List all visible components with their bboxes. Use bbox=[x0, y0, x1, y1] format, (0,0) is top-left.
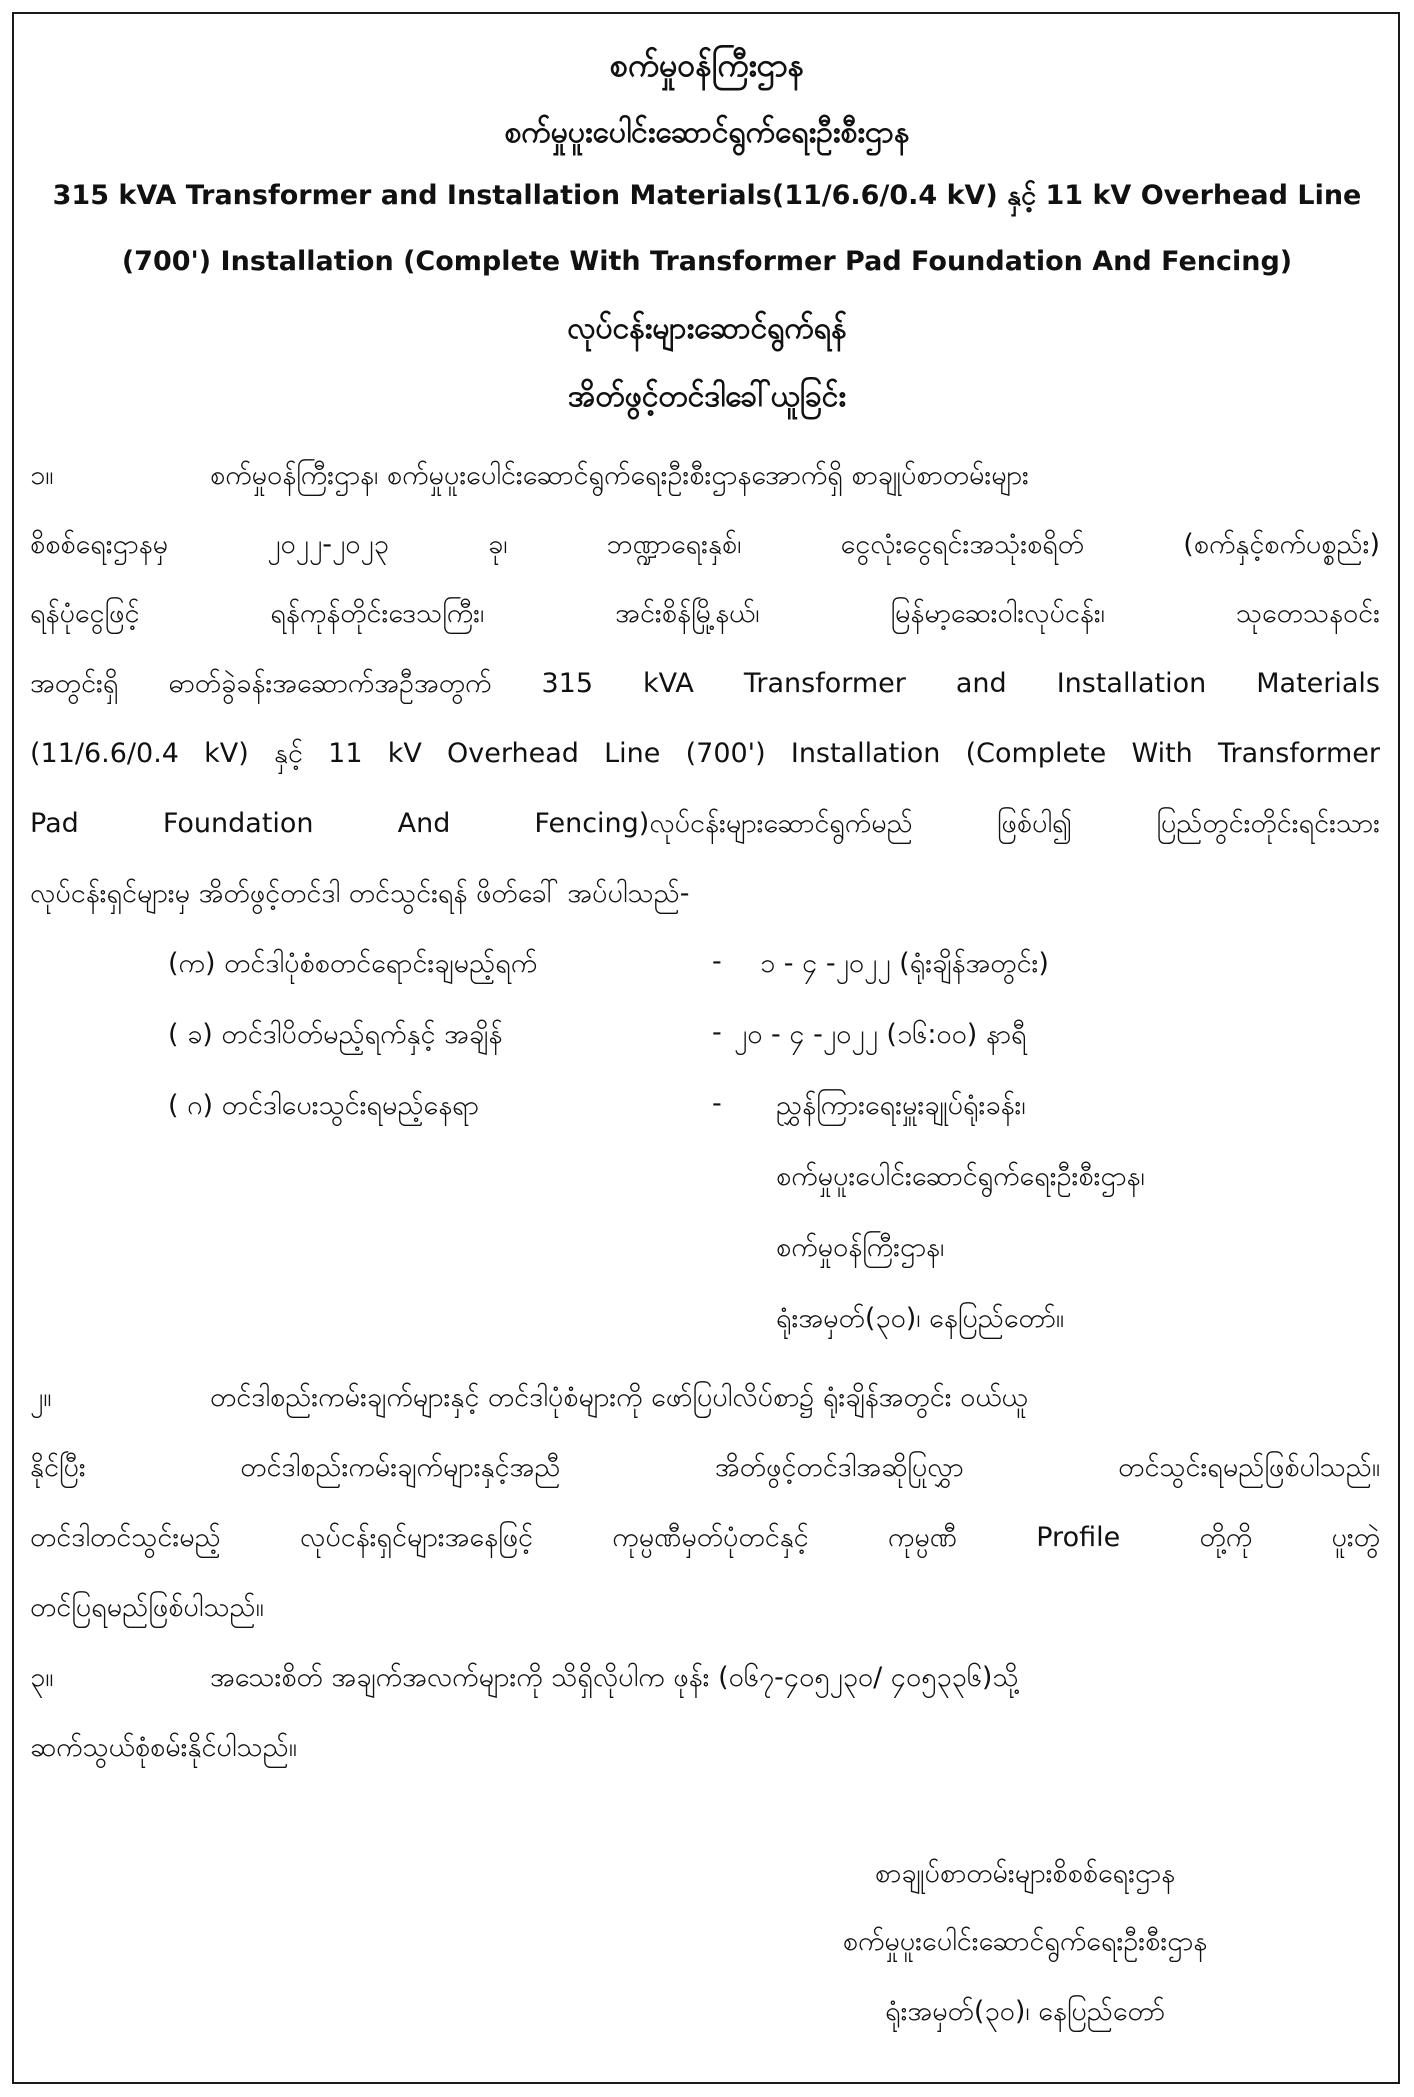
item-closing-dash: - bbox=[712, 1017, 722, 1048]
paragraph-2-line-4: တင်ပြရမည်ဖြစ်ပါသည်။ bbox=[30, 1592, 264, 1623]
paragraph-3-line-1 bbox=[30, 1660, 1380, 1700]
item-submission-value: ညွှန်ကြားရေးမှူးချုပ်ရုံးခန်း၊ bbox=[776, 1090, 1026, 1121]
address-line-2: စက်မှုဝန်ကြီးဌာန၊ bbox=[776, 1232, 945, 1263]
item-submission-dash: - bbox=[712, 1088, 722, 1119]
paragraph-3-text-1: အသေးစိတ် အချက်အလက်များကို သိရှိလိုပါက ဖုန်း (၀၆၇-၄၀၅၂၃၀/ ၄၀၅၃၃၆)သို့ bbox=[210, 1662, 1019, 1693]
item-sale-start-dash: - bbox=[712, 946, 722, 977]
item-closing-value: ၂၀ - ၄ -၂၀၂၂ (၁၆:၀၀) နာရီ bbox=[734, 1019, 1027, 1050]
signature-line-1: စာချုပ်စာတမ်းများစိစစ်ရေးဌာန bbox=[874, 1858, 1176, 1889]
paragraph-1-text-1: စက်မှုဝန်ကြီးဌာန၊ စက်မှုပူးပေါင်းဆောင်ရွက်ရေးဦးစီးဌာနအောက်ရှိ စာချုပ်စာတမ်းများ bbox=[210, 460, 1029, 491]
tender-title-line-2: (700') Installation (Complete With Transformer Pad Foundation And Fencing) bbox=[121, 246, 1293, 277]
item-sale-start-label: (က) တင်ဒါပုံစံစတင်ရောင်းချမည့်ရက် bbox=[168, 948, 538, 979]
department-heading: စက်မှုပူးပေါင်းဆောင်ရွက်ရေးဦးစီးဌာန bbox=[504, 115, 910, 150]
item-closing-label: ( ခ) တင်ဒါပိတ်မည့်ရက်နှင့် အချိန် bbox=[168, 1019, 503, 1050]
paragraph-3-number: ၃။ bbox=[30, 1662, 54, 1693]
paragraph-3-line-2: ဆက်သွယ်စုံစမ်းနိုင်ပါသည်။ bbox=[30, 1732, 297, 1763]
paragraph-2-line-2: နိုင်ပြီး တင်ဒါစည်းကမ်းချက်များနှင့်အညီ အိတ်ဖွင့်တင်ဒါအဆိုပြုလွှာ တင်သွင်းရမည်ဖြစ်ပါသည်။ bbox=[30, 1452, 1380, 1483]
tender-title-line-1: 315 kVA Transformer and Installation Materials(11/6.6/0.4 kV) နှင့် 11 kV Overhead Line bbox=[52, 180, 1362, 211]
address-line-3: ရုံးအမှတ်(၃၀)၊ နေပြည်တော်။ bbox=[776, 1303, 1065, 1334]
tender-title-line-3: လုပ်ငန်းများဆောင်ရွက်ရန် bbox=[567, 311, 847, 346]
paragraph-1-line-4: အတွင်းရှိ ဓာတ်ခွဲခန်းအဆောက်အဦအတွက် 315 kVA Transformer and Installation Materials bbox=[30, 668, 1380, 699]
paragraph-2-line-3: တင်ဒါတင်သွင်းမည့် လုပ်ငန်းရှင်များအနေဖြင့် ကုမ္ပဏီမှတ်ပုံတင်နှင့် ကုမ္ပဏီ Profile တို့ကို ပူးတွဲ bbox=[30, 1522, 1380, 1553]
paragraph-1-line-6: Pad Foundation And Fencing)လုပ်ငန်းများဆောင်ရွက်မည် ဖြစ်ပါ၍ ပြည်တွင်းတိုင်းရင်းသား bbox=[30, 808, 1380, 839]
paragraph-1-line-7: လုပ်ငန်းရှင်များမှ အိတ်ဖွင့်တင်ဒါ တင်သွင်းရန် ဖိတ်ခေါ် အပ်ပါသည်- bbox=[30, 878, 690, 909]
item-submission-label: ( ဂ) တင်ဒါပေးသွင်းရမည့်နေရာ bbox=[168, 1090, 479, 1121]
paragraph-1-line-3: ရန်ပုံငွေဖြင့် ရန်ကုန်တိုင်းဒေသကြီး၊ အင်းစိန်မြို့နယ်၊ မြန်မာ့ဆေးဝါးလုပ်ငန်း၊ သုတေသနဝင်း bbox=[30, 598, 1380, 629]
paragraph-1-number: ၁။ bbox=[30, 460, 54, 491]
paragraph-1-line-5: (11/6.6/0.4 kV) နှင့် 11 kV Overhead Line (700') Installation (Complete With Transformer bbox=[30, 738, 1380, 769]
signature-line-3: ရုံးအမှတ်(၃၀)၊ နေပြည်တော် bbox=[885, 1996, 1165, 2027]
paragraph-2-line-1 bbox=[30, 1380, 1380, 1420]
paragraph-1-line-1 bbox=[30, 458, 1380, 498]
address-line-1: စက်မှုပူးပေါင်းဆောင်ရွက်ရေးဦးစီးဌာန၊ bbox=[776, 1161, 1145, 1192]
paragraph-2-number: ၂။ bbox=[30, 1382, 52, 1413]
item-sale-start-value: ၁ - ၄ -၂၀၂၂ (ရုံးချိန်အတွင်း) bbox=[760, 948, 1049, 979]
paragraph-2-text-1: တင်ဒါစည်းကမ်းချက်များနှင့် တင်ဒါပုံစံများကို ဖော်ပြပါလိပ်စာ၌ ရုံးချိန်အတွင်း ဝယ်ယူ bbox=[210, 1382, 1028, 1413]
paragraph-1-line-2: စိစစ်ရေးဌာနမှ ၂၀၂၂-၂၀၂၃ ခု၊ ဘဏ္ဍာရေးနှစ်၊ ငွေလုံးငွေရင်းအသုံးစရိတ် (စက်နှင့်စက်ပစ္စည်း) bbox=[30, 529, 1380, 560]
tender-title-line-4: အိတ်ဖွင့်တင်ဒါခေါ်ယူခြင်း bbox=[567, 379, 847, 414]
ministry-heading: စက်မှုဝန်ကြီးဌာန bbox=[609, 46, 805, 84]
signature-line-2: စက်မှုပူးပေါင်းဆောင်ရွက်ရေးဦးစီးဌာန bbox=[842, 1926, 1208, 1957]
